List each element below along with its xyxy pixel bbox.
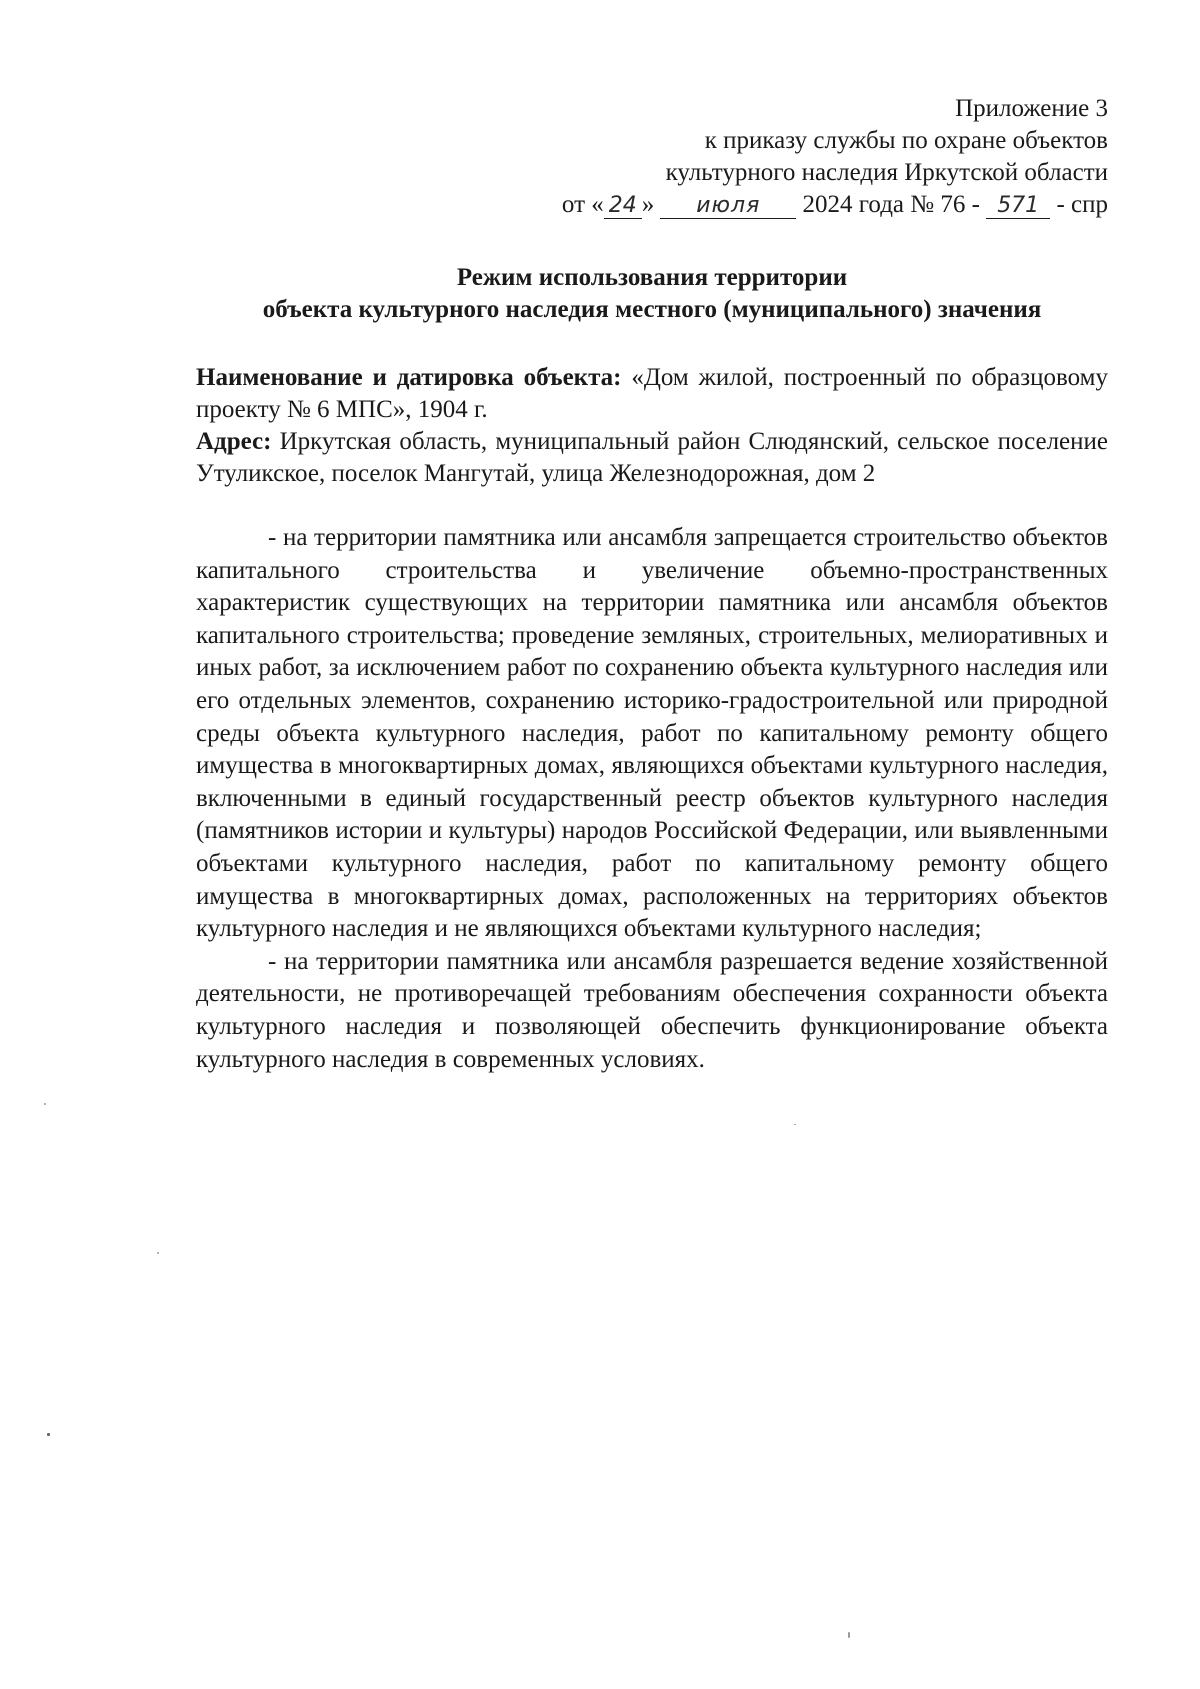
order-date-line: [408, 189, 1108, 221]
scan-speck: [47, 1433, 50, 1436]
date-quote-close: »: [641, 191, 655, 218]
date-year-text: 2024 года № 76 -: [796, 191, 987, 218]
object-address-paragraph: [196, 426, 1108, 490]
appendix-header: [408, 93, 1108, 221]
title-line-2: объекта культурного наследия местного (муниципального) значения: [262, 296, 1042, 323]
order-suffix: - спр: [1050, 191, 1108, 218]
scan-speck: [794, 1124, 796, 1125]
object-address-value: Иркутская область, муниципальный район Слюдянский, сельское поселение Утуликское, поселок Мангутай, улица Железнодорожная, дом 2: [196, 428, 1108, 487]
object-name-paragraph: [196, 362, 1108, 426]
permitted-activities-paragraph: - на территории памятника или ансамбля разрешается ведение хозяйственной деятельности, не противоречащей требованиям обеспечения сохранности объекта культурного наследия и позволяющей обеспечить функционирование объекта культурного наследия в современных условиях.: [196, 947, 1108, 1073]
object-name-label: Наименование и датировка объекта:: [196, 364, 622, 391]
handwritten-order-number: 571: [986, 194, 1050, 219]
handwritten-month: июля: [660, 194, 796, 219]
issuing-authority-line: культурного наследия Иркутской области: [665, 159, 1108, 186]
prohibited-activities-paragraph: - на территории памятника или ансамбля запрещается строительство объектов капитального строительства и увеличение объемно-пространственных характеристик существующих на территории памятника или ансамбля объектов капитального строительства; проведение земляных, строительных, мелиоративных и иных работ, за исключением работ по сохранению объекта культурного наследия или его отдельных элементов, сохранению историко-градостроительной или природной среды объекта культурного наследия, работ по капитальному ремонту общего имущества в многоквартирных домах, являющихся объектами культурного наследия, включенными в единый государственный реестр объектов культурного наследия (памятников истории и культуры) народов Российской Федерации, или выявленными объектами культурного наследия, работ по капитальному ремонту общего имущества в многоквартирных домах, расположенных на территориях объектов культурного наследия и не являющихся объектами культурного наследия;: [196, 524, 1108, 943]
scan-speck: [157, 1252, 159, 1254]
date-prefix: от «: [561, 191, 604, 218]
order-reference-line: к приказу службы по охране объектов: [704, 127, 1108, 154]
object-name-value: «Дом жилой, построенный по образцовому проекту № 6 МПС», 1904 г.: [196, 364, 1108, 423]
regime-text: [196, 522, 1108, 1076]
handwritten-day: 24: [604, 194, 642, 219]
object-info: [196, 362, 1108, 490]
scan-speck: [44, 1103, 46, 1105]
document-title: [196, 262, 1108, 326]
title-line-1: Режим использования территории: [456, 264, 848, 291]
appendix-number: Приложение 3: [955, 95, 1108, 122]
scan-speck: [848, 1632, 850, 1638]
object-address-label: Адрес:: [196, 428, 272, 455]
